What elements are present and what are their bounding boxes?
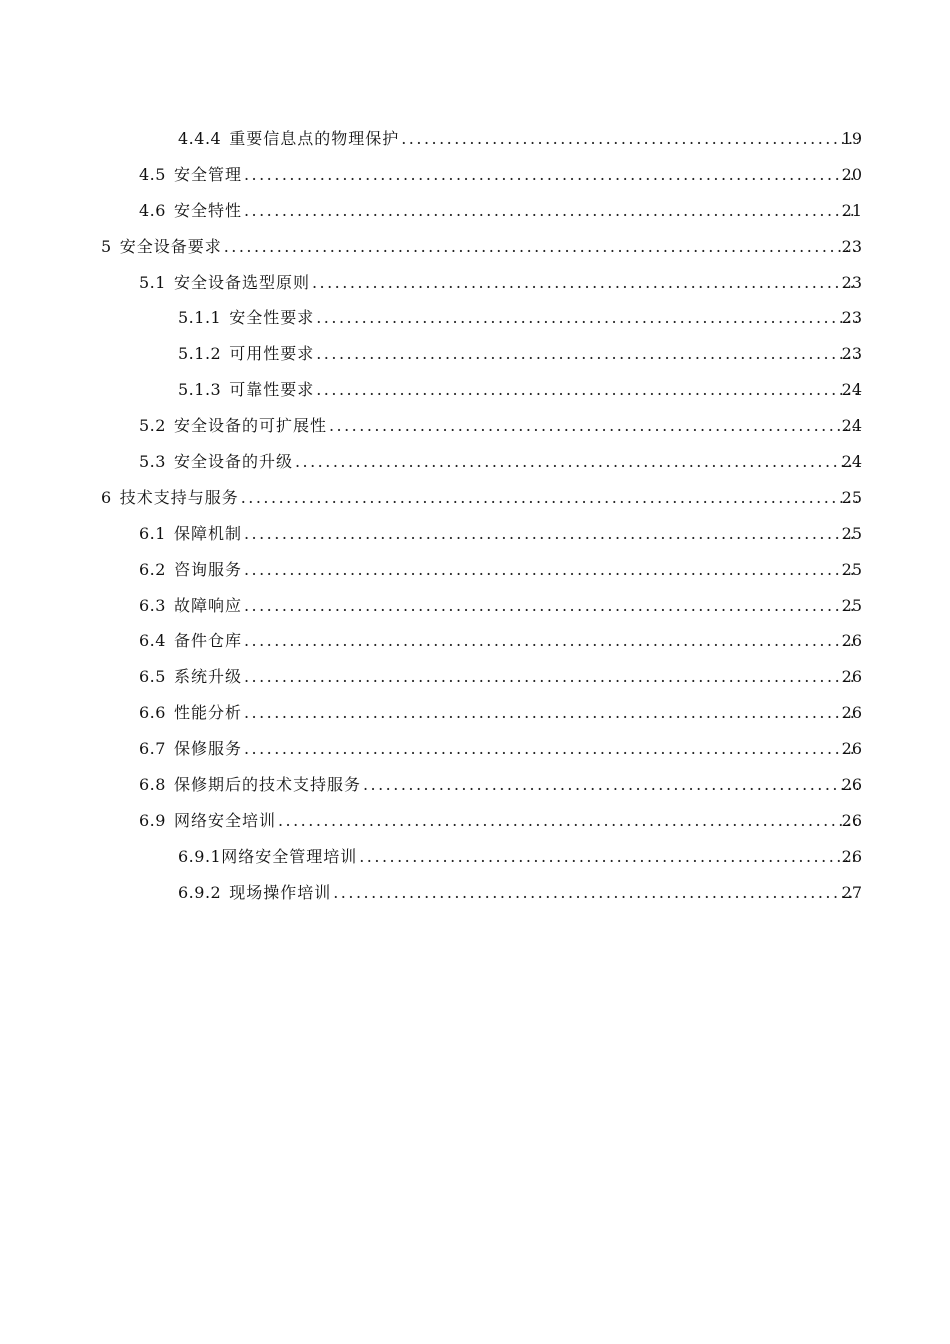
toc-entry[interactable] bbox=[0, 336, 950, 372]
toc-entry-number: 6.8 bbox=[139, 774, 166, 794]
dot-leader bbox=[244, 516, 858, 552]
toc-entry[interactable] bbox=[0, 193, 950, 229]
toc-entry-number: 5.2 bbox=[139, 416, 166, 436]
toc-entry-page: 23 bbox=[841, 308, 862, 328]
toc-entry-number: 6.9.2 bbox=[178, 882, 222, 902]
toc-entry-number: 6.3 bbox=[139, 595, 166, 615]
toc-entry[interactable] bbox=[0, 300, 950, 336]
toc-entry-page: 26 bbox=[841, 810, 862, 830]
dot-leader bbox=[244, 731, 858, 767]
toc-entry-number: 4.5 bbox=[139, 164, 166, 184]
toc-entry-number: 6.4 bbox=[139, 631, 166, 651]
dot-leader bbox=[333, 875, 858, 911]
toc-entry[interactable] bbox=[0, 480, 950, 516]
toc-entry-number: 6.9.1 bbox=[178, 846, 222, 866]
toc-entry[interactable] bbox=[0, 552, 950, 588]
toc-entry-page: 23 bbox=[841, 344, 862, 364]
dot-leader bbox=[316, 372, 858, 408]
toc-entry[interactable] bbox=[0, 695, 950, 731]
toc-entry-title: 网络安全培训 bbox=[173, 810, 276, 830]
toc-entry-page: 26 bbox=[841, 703, 862, 723]
dot-leader bbox=[244, 193, 858, 229]
toc-entry-number: 5.1.1 bbox=[178, 308, 222, 328]
dot-leader bbox=[224, 229, 858, 265]
toc-entry-number: 5 bbox=[101, 236, 112, 256]
dot-leader bbox=[244, 157, 858, 193]
dot-leader bbox=[312, 265, 858, 301]
toc-entry-number: 5.3 bbox=[139, 451, 166, 471]
toc-entry-page: 26 bbox=[841, 667, 862, 687]
toc-entry-page: 19 bbox=[841, 128, 862, 148]
toc-entry[interactable] bbox=[0, 444, 950, 480]
toc-entry[interactable] bbox=[0, 803, 950, 839]
toc-entry[interactable] bbox=[0, 839, 950, 875]
toc-entry-page: 23 bbox=[841, 272, 862, 292]
toc-entry[interactable] bbox=[0, 157, 950, 193]
toc-entry-number: 5.1 bbox=[139, 272, 166, 292]
toc-entry-title: 安全设备选型原则 bbox=[173, 272, 310, 292]
toc-entry-title: 备件仓库 bbox=[173, 631, 242, 651]
toc-entry[interactable] bbox=[0, 121, 950, 157]
toc-entry[interactable] bbox=[0, 229, 950, 265]
toc-entry-title: 保修期后的技术支持服务 bbox=[173, 774, 361, 794]
toc-entry-page: 25 bbox=[841, 523, 862, 543]
table-of-contents bbox=[0, 121, 950, 911]
toc-entry-page: 27 bbox=[841, 882, 862, 902]
toc-entry-page: 25 bbox=[841, 487, 862, 507]
toc-entry-title: 安全性要求 bbox=[229, 308, 315, 328]
toc-entry-page: 26 bbox=[841, 631, 862, 651]
dot-leader bbox=[244, 623, 858, 659]
toc-entry[interactable] bbox=[0, 731, 950, 767]
dot-leader bbox=[401, 121, 858, 157]
dot-leader bbox=[244, 552, 858, 588]
toc-entry-number: 6.2 bbox=[139, 559, 166, 579]
toc-entry-title: 安全设备的升级 bbox=[173, 451, 293, 471]
dot-leader bbox=[278, 803, 858, 839]
toc-entry-page: 23 bbox=[841, 236, 862, 256]
toc-entry-number: 6 bbox=[101, 487, 112, 507]
toc-entry-title: 网络安全管理培训 bbox=[221, 846, 358, 866]
dot-leader bbox=[244, 588, 858, 624]
toc-entry[interactable] bbox=[0, 767, 950, 803]
toc-entry-title: 重要信息点的物理保护 bbox=[229, 128, 400, 148]
toc-entry-title: 性能分析 bbox=[173, 703, 242, 723]
toc-entry[interactable] bbox=[0, 408, 950, 444]
toc-entry[interactable] bbox=[0, 875, 950, 911]
toc-entry-title: 安全特性 bbox=[173, 200, 242, 220]
toc-entry[interactable] bbox=[0, 623, 950, 659]
toc-entry-number: 5.1.3 bbox=[178, 380, 222, 400]
dot-leader bbox=[241, 480, 858, 516]
toc-entry[interactable] bbox=[0, 588, 950, 624]
toc-entry-title: 咨询服务 bbox=[173, 559, 242, 579]
toc-entry-page: 25 bbox=[841, 595, 862, 615]
toc-entry-title: 安全设备要求 bbox=[119, 236, 222, 256]
dot-leader bbox=[244, 695, 858, 731]
toc-entry-title: 系统升级 bbox=[173, 667, 242, 687]
dot-leader bbox=[316, 300, 858, 336]
toc-entry-page: 24 bbox=[841, 416, 862, 436]
toc-entry-title: 故障响应 bbox=[173, 595, 242, 615]
toc-entry-page: 21 bbox=[841, 200, 862, 220]
toc-entry-number: 6.6 bbox=[139, 703, 166, 723]
toc-entry-number: 6.1 bbox=[139, 523, 166, 543]
toc-entry-page: 25 bbox=[841, 559, 862, 579]
toc-entry[interactable] bbox=[0, 372, 950, 408]
toc-entry-number: 6.9 bbox=[139, 810, 166, 830]
toc-entry-page: 24 bbox=[841, 451, 862, 471]
toc-entry[interactable] bbox=[0, 265, 950, 301]
dot-leader bbox=[329, 408, 858, 444]
toc-entry-title: 安全管理 bbox=[173, 164, 242, 184]
dot-leader bbox=[295, 444, 858, 480]
toc-entry-number: 6.7 bbox=[139, 739, 166, 759]
toc-entry-number: 5.1.2 bbox=[178, 344, 222, 364]
toc-entry-page: 26 bbox=[841, 846, 862, 866]
toc-entry-title: 可靠性要求 bbox=[229, 380, 315, 400]
toc-entry[interactable] bbox=[0, 516, 950, 552]
toc-entry-number: 6.5 bbox=[139, 667, 166, 687]
toc-entry[interactable] bbox=[0, 659, 950, 695]
toc-entry-title: 技术支持与服务 bbox=[119, 487, 239, 507]
dot-leader bbox=[359, 839, 858, 875]
dot-leader bbox=[363, 767, 858, 803]
toc-entry-page: 24 bbox=[841, 380, 862, 400]
toc-entry-number: 4.6 bbox=[139, 200, 166, 220]
toc-entry-title: 可用性要求 bbox=[229, 344, 315, 364]
toc-entry-title: 现场操作培训 bbox=[229, 882, 332, 902]
toc-entry-title: 保修服务 bbox=[173, 739, 242, 759]
dot-leader bbox=[244, 659, 858, 695]
toc-entry-page: 26 bbox=[841, 774, 862, 794]
toc-entry-title: 安全设备的可扩展性 bbox=[173, 416, 327, 436]
dot-leader bbox=[316, 336, 858, 372]
toc-entry-title: 保障机制 bbox=[173, 523, 242, 543]
toc-entry-number: 4.4.4 bbox=[178, 128, 222, 148]
toc-entry-page: 26 bbox=[841, 739, 862, 759]
toc-entry-page: 20 bbox=[841, 164, 862, 184]
